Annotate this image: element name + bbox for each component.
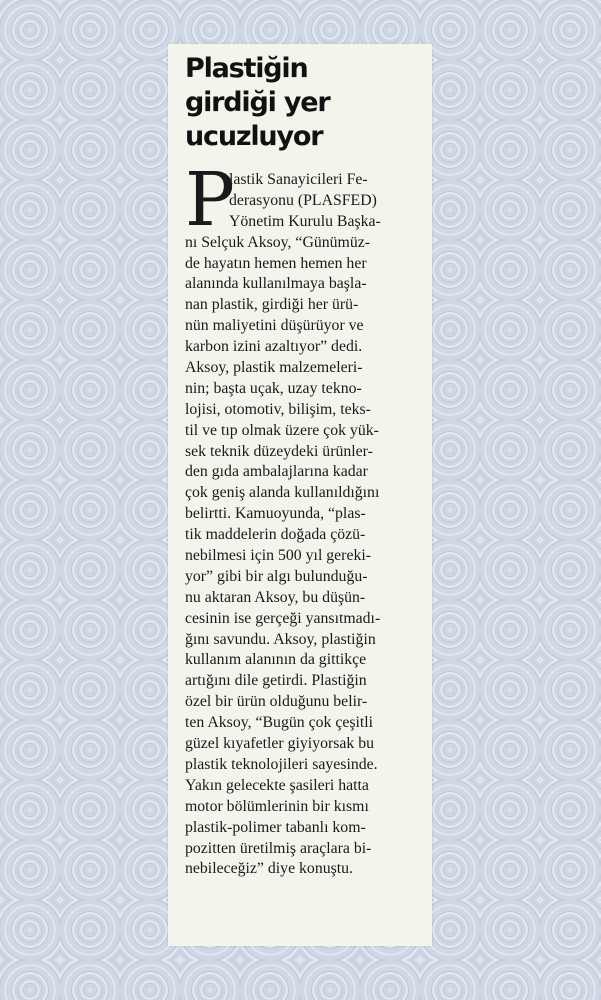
body-line: tik maddelerin doğada çözü- xyxy=(185,526,366,544)
headline-line: girdiği yer xyxy=(185,87,330,118)
body-line: nün maliyetini düşürüyor ve xyxy=(185,317,364,335)
body-line: de hayatın hemen hemen her xyxy=(185,254,367,272)
body-line: nebilmesi için 500 yıl gereki- xyxy=(185,547,372,565)
article-body xyxy=(185,157,423,880)
body-line: sek teknik düzeydeki ürünler- xyxy=(185,442,373,460)
body-line: alanında kullanılmaya başla- xyxy=(185,275,367,293)
body-line: nu aktaran Aksoy, bu düşün- xyxy=(185,588,366,606)
drop-cap: P xyxy=(185,157,235,243)
body-line: nebileceğiz” diye konuştu. xyxy=(185,860,354,878)
body-line: nan plastik, girdiği her ürü- xyxy=(185,296,359,314)
body-line: Yönetim Kurulu Başka- xyxy=(229,212,381,230)
body-line: pozitten üretilmiş araçlara bi- xyxy=(185,839,372,857)
body-line: kullanım alanının da gittikçe xyxy=(185,651,367,669)
body-line: Aksoy, plastik malzemeleri- xyxy=(185,359,363,377)
article-headline xyxy=(185,52,423,154)
body-line: karbon izini azaltıyor” dedi. xyxy=(185,338,363,356)
headline-line: Plastiğin xyxy=(185,53,308,84)
body-line: cesinin ise gerçeği yansıtmadı- xyxy=(185,609,381,627)
body-line: lastik Sanayicileri Fe- xyxy=(229,171,368,188)
body-line: derasyonu (PLASFED) xyxy=(229,191,377,209)
newspaper-clipping xyxy=(168,44,432,946)
headline-line: ucuzluyor xyxy=(185,121,323,152)
body-line: artığını dile getirdi. Plastiğin xyxy=(185,672,367,690)
body-line: çok geniş alanda kullanıldığını xyxy=(185,484,380,502)
body-line: ğını savundu. Aksoy, plastiğin xyxy=(185,630,376,648)
body-line: güzel kıyafetler giyiyorsak bu xyxy=(185,735,375,753)
body-line: plastik-polimer tabanlı kom- xyxy=(185,818,366,836)
body-line: ten Aksoy, “Bugün çok çeşitli xyxy=(185,714,374,732)
body-line: Yakın gelecekte şasileri hatta xyxy=(185,776,369,794)
body-line: plastik teknolojileri sayesinde. xyxy=(185,755,378,773)
body-line: yor” gibi bir algı bulunduğu- xyxy=(185,567,368,585)
body-line: nı Selçuk Aksoy, “Günümüz- xyxy=(185,233,371,251)
body-line: belirtti. Kamuoyunda, “plas- xyxy=(185,505,366,523)
body-line: özel bir ürün olduğunu belir- xyxy=(185,693,368,711)
body-line: nin; başta uçak, uzay tekno- xyxy=(185,379,362,397)
body-line: til ve tıp olmak üzere çok yük- xyxy=(185,421,379,439)
body-line: lojisi, otomotiv, bilişim, teks- xyxy=(185,400,371,418)
body-line: den gıda ambalajlarına kadar xyxy=(185,463,368,481)
body-line: motor bölümlerinin bir kısmı xyxy=(185,797,369,815)
